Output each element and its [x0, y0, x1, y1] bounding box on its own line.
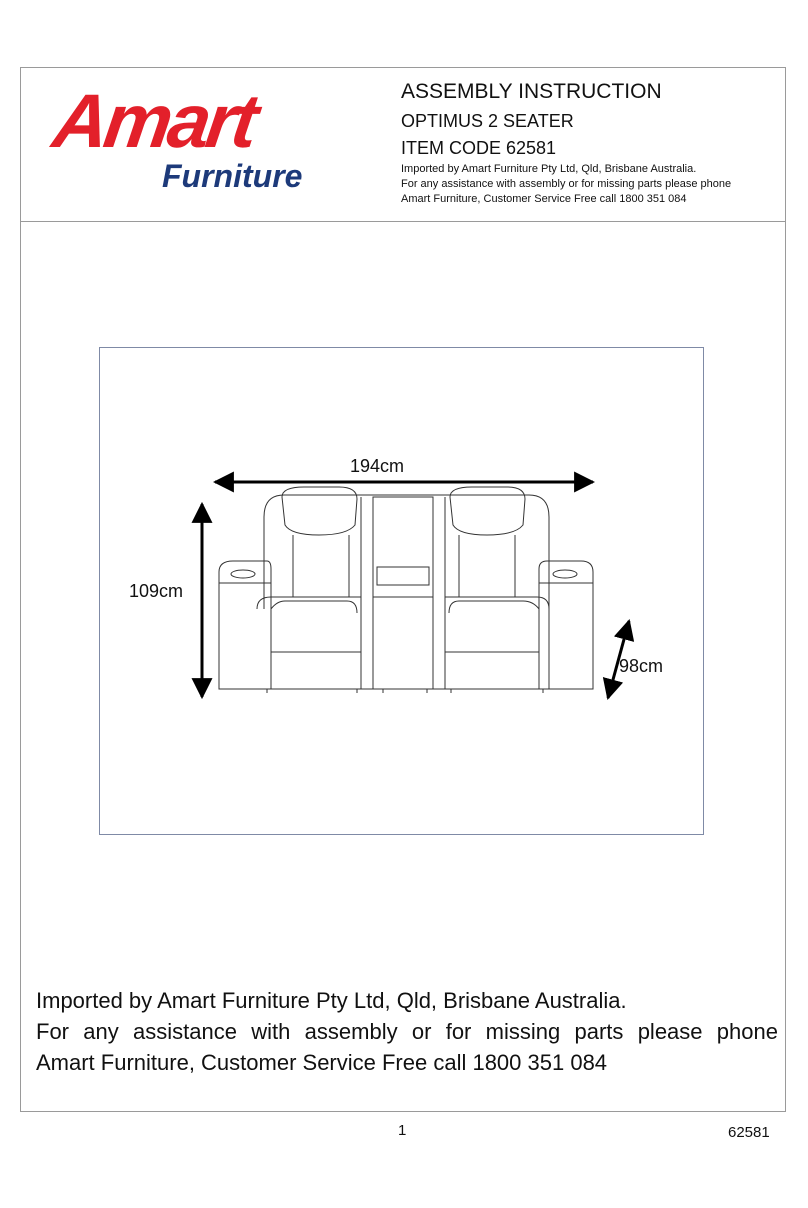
header-import-line: Imported by Amart Furniture Pty Ltd, Qld, Brisbane Australia. [401, 163, 697, 175]
height-dimension-label: 109cm [129, 581, 184, 601]
depth-dimension-label: 98cm [619, 656, 664, 676]
amart-logo [48, 79, 342, 204]
page-number: 1 [398, 1122, 407, 1139]
logo-sub-text: Furniture [162, 158, 303, 194]
document-title: ASSEMBLY INSTRUCTION [401, 80, 662, 103]
page-item-code: 62581 [728, 1124, 770, 1141]
header-contact-line: Amart Furniture, Customer Service Free call 1800 351 084 [401, 193, 687, 205]
width-dimension-label: 194cm [350, 456, 405, 476]
item-code: ITEM CODE 62581 [401, 138, 557, 158]
header-divider [20, 221, 786, 222]
sofa-drawing [219, 487, 593, 693]
header-assistance-line: For any assistance with assembly or for missing parts please phone [401, 178, 732, 190]
footer-contact-line: Amart Furniture, Customer Service Free call 1800 351 084 [36, 1050, 608, 1075]
logo-brand-text: Amart [48, 79, 260, 164]
product-name: OPTIMUS 2 SEATER [401, 111, 574, 131]
footer-assistance-line: For any assistance with assembly or for missing parts please phone [36, 1019, 778, 1044]
sofa-dimension-diagram [99, 347, 704, 835]
footer-import-line: Imported by Amart Furniture Pty Ltd, Qld, Brisbane Australia. [36, 988, 627, 1013]
